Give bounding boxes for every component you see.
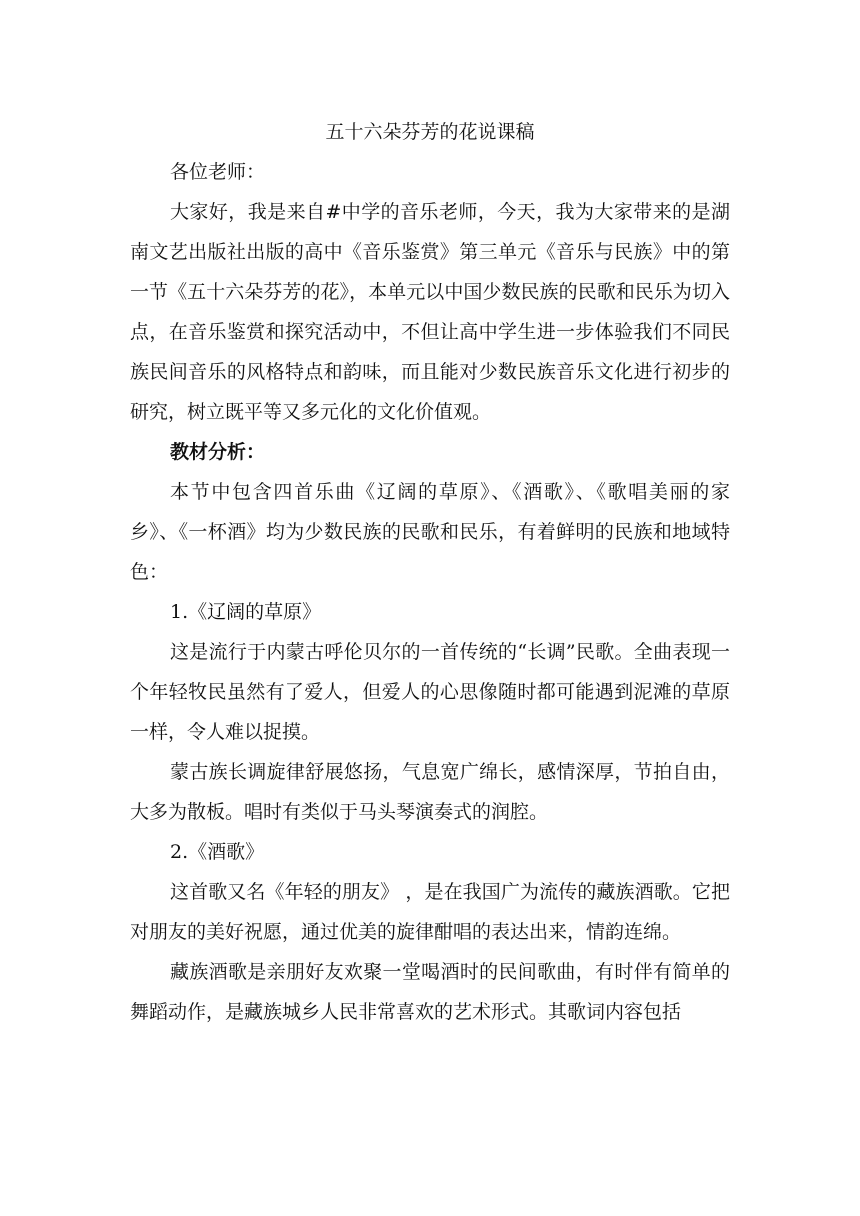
intro-paragraph: 大家好，我是来自#中学的音乐老师，今天，我为大家带来的是湖南文艺出版社出版的高中《音乐鉴赏》第三单元《音乐与民族》中的第一节《五十六朵芬芳的花》，本单元以中国少数民族的民歌和民乐为切入点，在音乐鉴赏和探究活动中，不但让高中学生进一步体验我们不同民族民间音乐的风格特点和韵味，而且能对少数民族音乐文化进行初步的研究，树立既平等又多元化的文化价值观。 <box>130 201 730 423</box>
document-title: 五十六朵芬芳的花说课稿 <box>325 121 535 143</box>
item2-paragraph-1: 这首歌又名《年轻的朋友》 ，是在我国广为流传的藏族酒歌。它把对朋友的美好祝愿，通过优美的旋律酣唱的表达出来，情韵连绵。 <box>130 881 730 943</box>
item2-title: 2.《酒歌》 <box>170 841 265 863</box>
item2-paragraph-2: 藏族酒歌是亲朋好友欢聚一堂喝酒时的民间歌曲，有时伴有简单的舞蹈动作，是藏族城乡人民非常喜欢的艺术形式。其歌词内容包括 <box>130 961 730 1023</box>
greeting: 各位老师： <box>170 161 266 183</box>
item1-paragraph-2: 蒙古族长调旋律舒展悠扬，气息宽广绵长，感情深厚，节拍自由，大多为散板。唱时有类似于马头琴演奏式的润腔。 <box>130 761 730 823</box>
item1-title: 1.《辽阔的草原》 <box>170 601 322 623</box>
item1-paragraph-1: 这是流行于内蒙古呼伦贝尔的一首传统的“长调”民歌。全曲表现一个年轻牧民虽然有了爱人，但爱人的心思像随时都可能遇到泥滩的草原一样，令人难以捉摸。 <box>130 641 730 743</box>
section-heading: 教材分析： <box>170 441 266 463</box>
document-page <box>130 112 730 1032</box>
section-intro-paragraph: 本节中包含四首乐曲《辽阔的草原》、《酒歌》、《歌唱美丽的家乡》、《一杯酒》均为少数民族的民歌和民乐，有着鲜明的民族和地域特色： <box>130 481 730 583</box>
